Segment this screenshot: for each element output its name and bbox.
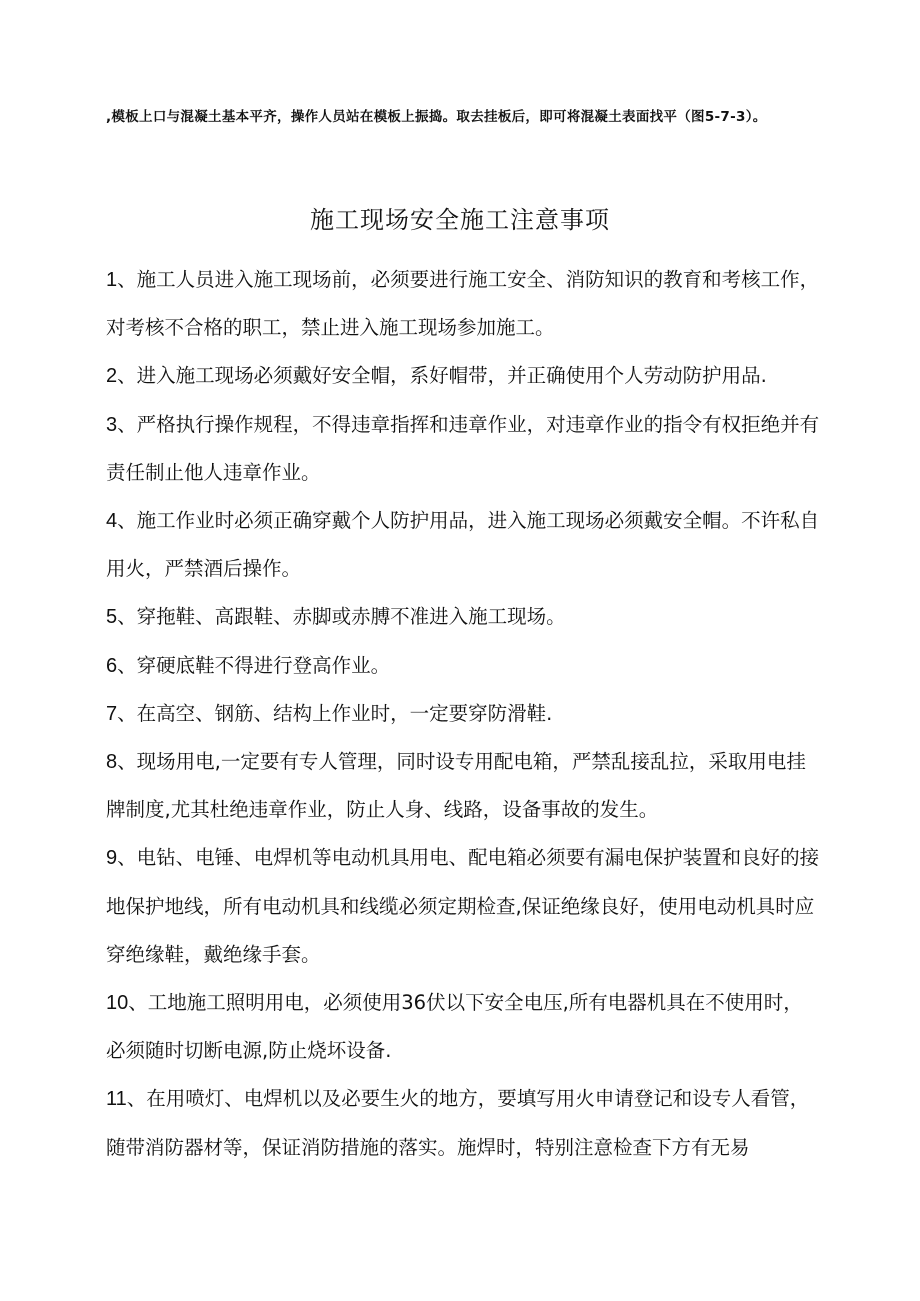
list-item [106,497,822,593]
item-text: 、进入施工现场必须戴好安全帽，系好帽带，并正确使用个人劳动防护用品. [117,364,767,388]
list-item [106,690,822,738]
item-text: 、严格执行操作规程，不得违章指挥和违章作业，对违章作业的指令有权拒绝并有责任制止他人违章作业。 [106,412,820,484]
item-text: 、在高空、钢筋、结构上作业时，一定要穿防滑鞋. [117,701,553,725]
rules-list [106,256,822,1172]
item-number: 5 [106,606,118,629]
item-text: 、在用喷灯、电焊机以及必要生火的地方，要填写用火申请登记和设专人看管，随带消防器材等，保证消防措施的落实。施焊时，特别注意检查下方有无易 [106,1087,810,1159]
list-item [106,642,822,690]
item-number: 7 [106,702,118,725]
list-item [106,979,822,1075]
list-item [106,256,822,352]
item-number: 3 [106,413,118,436]
item-number: 6 [106,654,118,677]
list-item [106,352,822,400]
item-number: 4 [106,510,118,533]
item-text: 、工地施工照明用电，必须使用36伏以下安全电压,所有电器机具在不使用时，必须随时切断电源,防止烧坏设备. [106,991,803,1063]
item-text: 、穿拖鞋、高跟鞋、赤脚或赤膊不准进入施工现场。 [117,605,566,629]
item-number: 11 [106,1088,127,1111]
item-number: 9 [106,847,118,870]
item-number: 8 [106,751,118,774]
item-number: 2 [106,365,118,388]
item-text: 、现场用电,一定要有专人管理，同时设专用配电箱，严禁乱接乱拉，采取用电挂牌制度,尤其杜绝违章作业，防止人身、线路，设备事故的发生。 [106,750,806,822]
item-text: 、施工人员进入施工现场前，必须要进行施工安全、消防知识的教育和考核工作，对考核不合格的职工，禁止进入施工现场参加施工。 [106,268,820,340]
item-number: 1 [106,269,118,291]
list-item [106,834,822,979]
item-text: 、穿硬底鞋不得进行登高作业。 [117,653,391,677]
item-text: 、电钻、电锤、电焊机等电动机具用电、配电箱必须要有漏电保护装置和良好的接地保护地线，所有电动机具和线缆必须定期检查,保证绝缘良好，使用电动机具时应穿绝缘鞋，戴绝缘手套。 [106,846,820,966]
list-item [106,401,822,497]
item-number: 10 [106,992,129,1015]
page-title: 施工现场安全施工注意事项 [310,206,610,234]
intro-paragraph: ,模板上口与混凝土基本平齐，操作人员站在模板上振捣。取去挂板后，即可将混凝土表面找平（图5-7-3）。 [106,109,767,125]
list-item [106,593,822,641]
list-item [106,738,822,834]
list-item [106,1075,822,1171]
item-text: 、施工作业时必须正确穿戴个人防护用品，进入施工现场必须戴安全帽。不许私自用火，严禁酒后操作。 [106,509,820,581]
